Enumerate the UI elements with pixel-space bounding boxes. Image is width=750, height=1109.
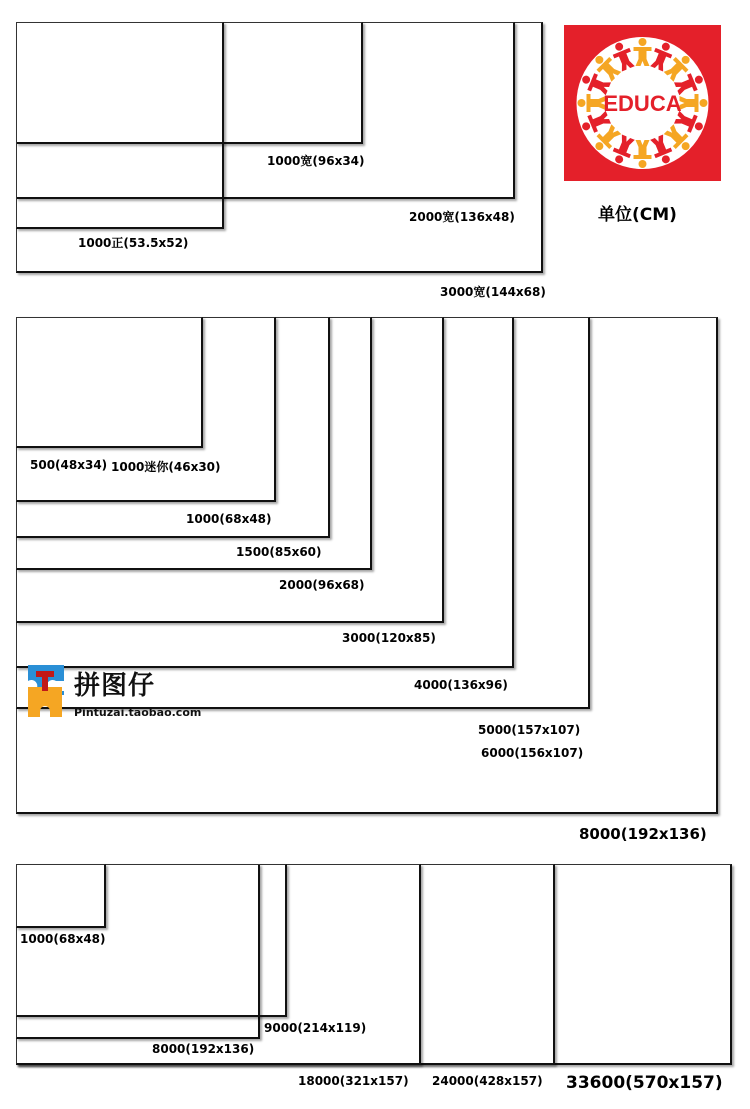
label-1000-wide: 1000宽(96x34)	[267, 154, 365, 168]
label-500: 500(48x34)	[30, 458, 108, 472]
puzzle-outline-1000-square	[16, 22, 224, 229]
label-8000: 8000(192x136)	[579, 825, 707, 843]
watermark-title: 拼图仔	[74, 671, 156, 701]
educa-logo-text: EDUCA	[603, 91, 682, 116]
label-2000: 2000(96x68)	[279, 578, 365, 592]
unit-label: 单位(CM)	[598, 205, 677, 225]
label-3000: 3000(120x85)	[342, 631, 436, 645]
label-1000: 1000(68x48)	[186, 512, 272, 526]
label-6000: 6000(156x107)	[481, 746, 584, 760]
label-33600: 33600(570x157)	[566, 1073, 723, 1093]
label-1000-mini: 1000迷你(46x30)	[111, 460, 221, 474]
educa-logo-graphic	[564, 25, 721, 181]
puzzle-outline-500-mini	[16, 317, 203, 448]
watermark-url: Pintuzai.taobao.com	[74, 706, 202, 719]
label-5000: 5000(157x107)	[478, 723, 581, 737]
label-8000-s3: 8000(192x136)	[152, 1042, 255, 1056]
pintuzai-watermark	[22, 661, 202, 723]
label-1000-s3: 1000(68x48)	[20, 932, 106, 946]
educa-logo	[564, 25, 721, 181]
label-9000: 9000(214x119)	[264, 1021, 367, 1035]
puzzle-piece-icon	[22, 661, 70, 721]
label-1000-square: 1000正(53.5x52)	[78, 236, 189, 250]
label-24000: 24000(428x157)	[432, 1074, 543, 1088]
label-18000: 18000(321x157)	[298, 1074, 409, 1088]
label-4000: 4000(136x96)	[414, 678, 508, 692]
puzzle-outline-1000	[16, 864, 106, 928]
label-2000-wide: 2000宽(136x48)	[409, 210, 515, 224]
label-1500: 1500(85x60)	[236, 545, 322, 559]
label-3000-wide: 3000宽(144x68)	[440, 285, 546, 299]
